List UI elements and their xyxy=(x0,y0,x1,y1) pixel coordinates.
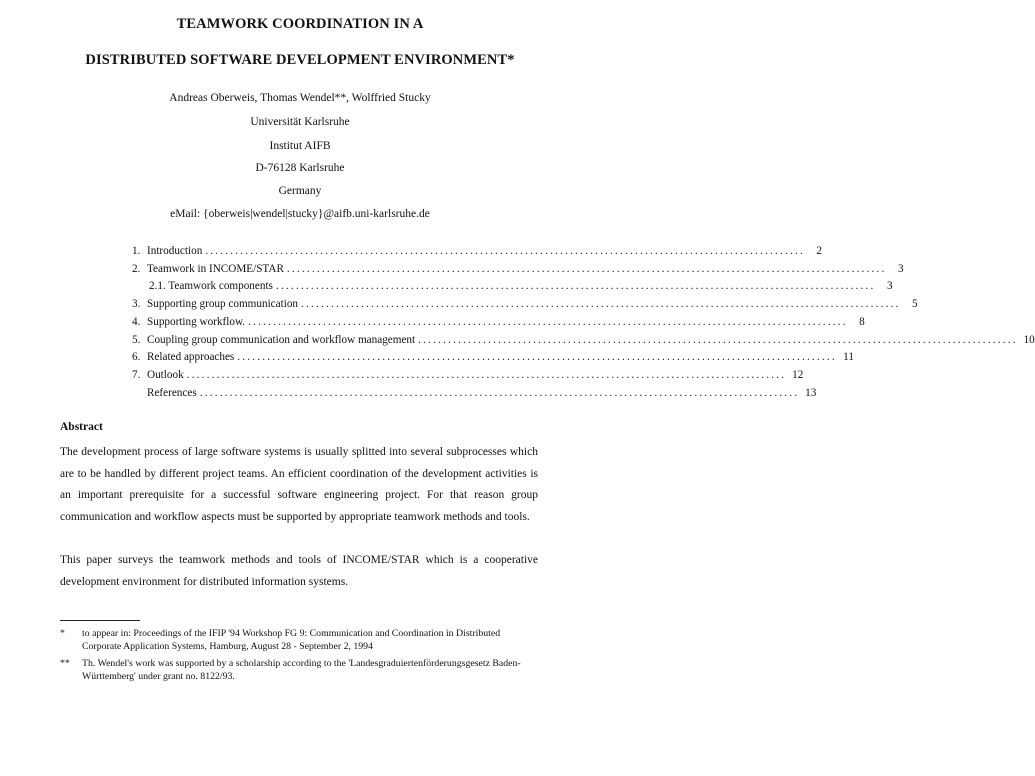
toc-page: 13 xyxy=(805,386,817,399)
toc-page: 2 xyxy=(816,245,822,257)
toc-page: 12 xyxy=(792,368,804,381)
toc-label: Related approaches xyxy=(147,351,235,364)
toc-page: 8 xyxy=(859,315,865,328)
toc-number: 1. xyxy=(132,245,141,257)
country: Germany xyxy=(278,185,322,197)
toc-entry xyxy=(132,280,893,296)
toc-entry xyxy=(132,333,1035,350)
footnote xyxy=(60,658,538,683)
toc-label: Coupling group communication and workflow management xyxy=(147,333,416,346)
toc-leader: ........................................................................................................................ xyxy=(275,280,876,293)
toc-page: 10 xyxy=(1023,333,1035,346)
toc-leader: ........................................................................................................................ xyxy=(237,351,837,364)
abstract-paragraph-1: The development process of large software systems is usually splitted into several subprocesses which are to be handled by different project teams. An efficient coordination of the development activities is an important prerequisite for a successful software engineering project. For that reason group communication and workflow aspects must be supported by appropriate teamwork methods and tools. xyxy=(60,446,538,523)
toc-entry xyxy=(132,386,817,403)
abstract-heading: Abstract xyxy=(60,421,103,433)
toc-page: 3 xyxy=(897,262,904,275)
toc-entry xyxy=(132,368,804,385)
abstract-paragraph-2: This paper surveys the teamwork methods and tools of INCOME/STAR which is a cooperative development environment for distributed information systems. xyxy=(60,554,538,588)
university: Universität Karlsruhe xyxy=(250,116,350,128)
toc-leader: ........................................................................................................................ xyxy=(248,315,848,328)
toc-number: 2. xyxy=(132,262,141,275)
footnote-mark: ** xyxy=(60,658,70,669)
toc-number: 6. xyxy=(132,351,141,364)
toc-entry xyxy=(132,351,854,367)
paper-title-line-2: DISTRIBUTED SOFTWARE DEVELOPMENT ENVIRONMENT* xyxy=(85,52,515,68)
toc-label: References xyxy=(147,386,197,399)
toc-page: 3 xyxy=(886,280,893,293)
toc-entry xyxy=(132,298,918,314)
city: D-76128 Karlsruhe xyxy=(255,162,345,174)
footnote xyxy=(60,628,538,653)
toc-leader: ........................................................................................................................ xyxy=(199,386,800,399)
authors: Andreas Oberweis, Thomas Wendel**, Wolffried Stucky xyxy=(169,92,431,104)
toc-entry xyxy=(132,262,904,279)
footnote-text: Th. Wendel's work was supported by a scholarship according to the 'Landesgraduiertenförderungsgesetz Baden-Württemberg' under grant no. 8122/93. xyxy=(82,658,521,682)
footnote-rule xyxy=(60,620,140,621)
toc-label: Teamwork in INCOME/STAR xyxy=(147,262,284,275)
toc-label: 2.1. Teamwork components xyxy=(149,280,273,293)
toc-leader: ........................................................................................................................ xyxy=(286,262,887,275)
toc-label: Supporting group communication xyxy=(147,298,299,311)
toc-label: Introduction xyxy=(147,245,203,257)
toc-page: 5 xyxy=(912,298,918,311)
toc-label: Supporting workflow. xyxy=(147,315,246,328)
toc-entry xyxy=(132,245,822,261)
footnote-text: to appear in: Proceedings of the IFIP '94 Workshop FG 9: Communication and Coordination in Distributed Corporate Application Systems, Hamburg, August 28 - September 2, 1994 xyxy=(82,628,501,652)
toc-leader: ........................................................................................................................ xyxy=(418,333,1018,346)
email: eMail: {oberweis|wendel|stucky}@aifb.uni-karlsruhe.de xyxy=(170,208,430,220)
toc-number: 3. xyxy=(132,298,141,311)
toc-number: 5. xyxy=(132,333,141,346)
institute: Institut AIFB xyxy=(269,140,331,152)
footnote-mark: * xyxy=(60,628,65,639)
toc-leader: ........................................................................................................................ xyxy=(205,245,805,257)
toc-page: 11 xyxy=(843,351,854,364)
toc-number: 4. xyxy=(132,315,141,328)
toc-leader: ........................................................................................................................ xyxy=(186,368,787,381)
paper-title-line-1: TEAMWORK COORDINATION IN A xyxy=(176,16,424,32)
toc-label: Outlook xyxy=(147,368,184,381)
toc-entry xyxy=(132,315,865,332)
toc-leader: ........................................................................................................................ xyxy=(301,298,901,311)
toc-number: 7. xyxy=(132,368,141,381)
